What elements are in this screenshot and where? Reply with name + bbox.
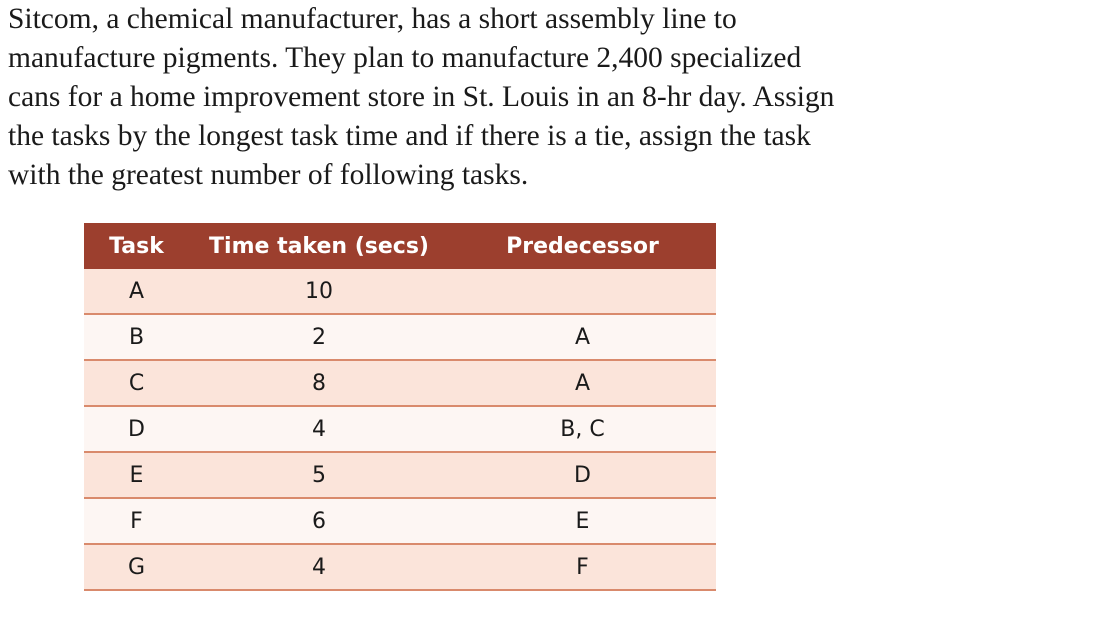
- header-predecessor: Predecessor: [449, 223, 716, 269]
- header-row: [84, 223, 716, 269]
- table-header: [84, 223, 716, 269]
- cell-time: 5: [189, 452, 449, 498]
- cell-task: F: [84, 498, 189, 544]
- cell-predecessor: D: [449, 452, 716, 498]
- problem-line: manufacture pigments. They plan to manufacture 2,400 specialized: [8, 42, 802, 74]
- cell-time: 4: [189, 406, 449, 452]
- cell-predecessor: A: [449, 314, 716, 360]
- table-row: [84, 498, 716, 544]
- cell-predecessor: B, C: [449, 406, 716, 452]
- header-time-taken: Time taken (secs): [189, 223, 449, 269]
- cell-predecessor: F: [449, 544, 716, 590]
- cell-task: B: [84, 314, 189, 360]
- problem-line: cans for a home improvement store in St. Louis in an 8-hr day. Assign: [8, 81, 835, 113]
- table-row: [84, 360, 716, 406]
- table-row: [84, 406, 716, 452]
- table-body: [84, 269, 716, 590]
- table-row: [84, 269, 716, 314]
- problem-line: with the greatest number of following tasks.: [8, 159, 529, 191]
- task-table: [84, 223, 716, 591]
- header-task: Task: [84, 223, 189, 269]
- table-row: [84, 544, 716, 590]
- cell-task: C: [84, 360, 189, 406]
- cell-time: 2: [189, 314, 449, 360]
- cell-time: 8: [189, 360, 449, 406]
- cell-task: G: [84, 544, 189, 590]
- cell-task: D: [84, 406, 189, 452]
- cell-time: 10: [189, 269, 449, 314]
- problem-statement: [8, 0, 1098, 195]
- cell-predecessor: [449, 269, 716, 314]
- problem-line: Sitcom, a chemical manufacturer, has a short assembly line to: [8, 3, 737, 35]
- cell-time: 4: [189, 544, 449, 590]
- cell-task: A: [84, 269, 189, 314]
- table-row: [84, 314, 716, 360]
- cell-predecessor: A: [449, 360, 716, 406]
- cell-predecessor: E: [449, 498, 716, 544]
- problem-line: the tasks by the longest task time and if there is a tie, assign the task: [8, 120, 811, 152]
- cell-task: E: [84, 452, 189, 498]
- cell-time: 6: [189, 498, 449, 544]
- table-row: [84, 452, 716, 498]
